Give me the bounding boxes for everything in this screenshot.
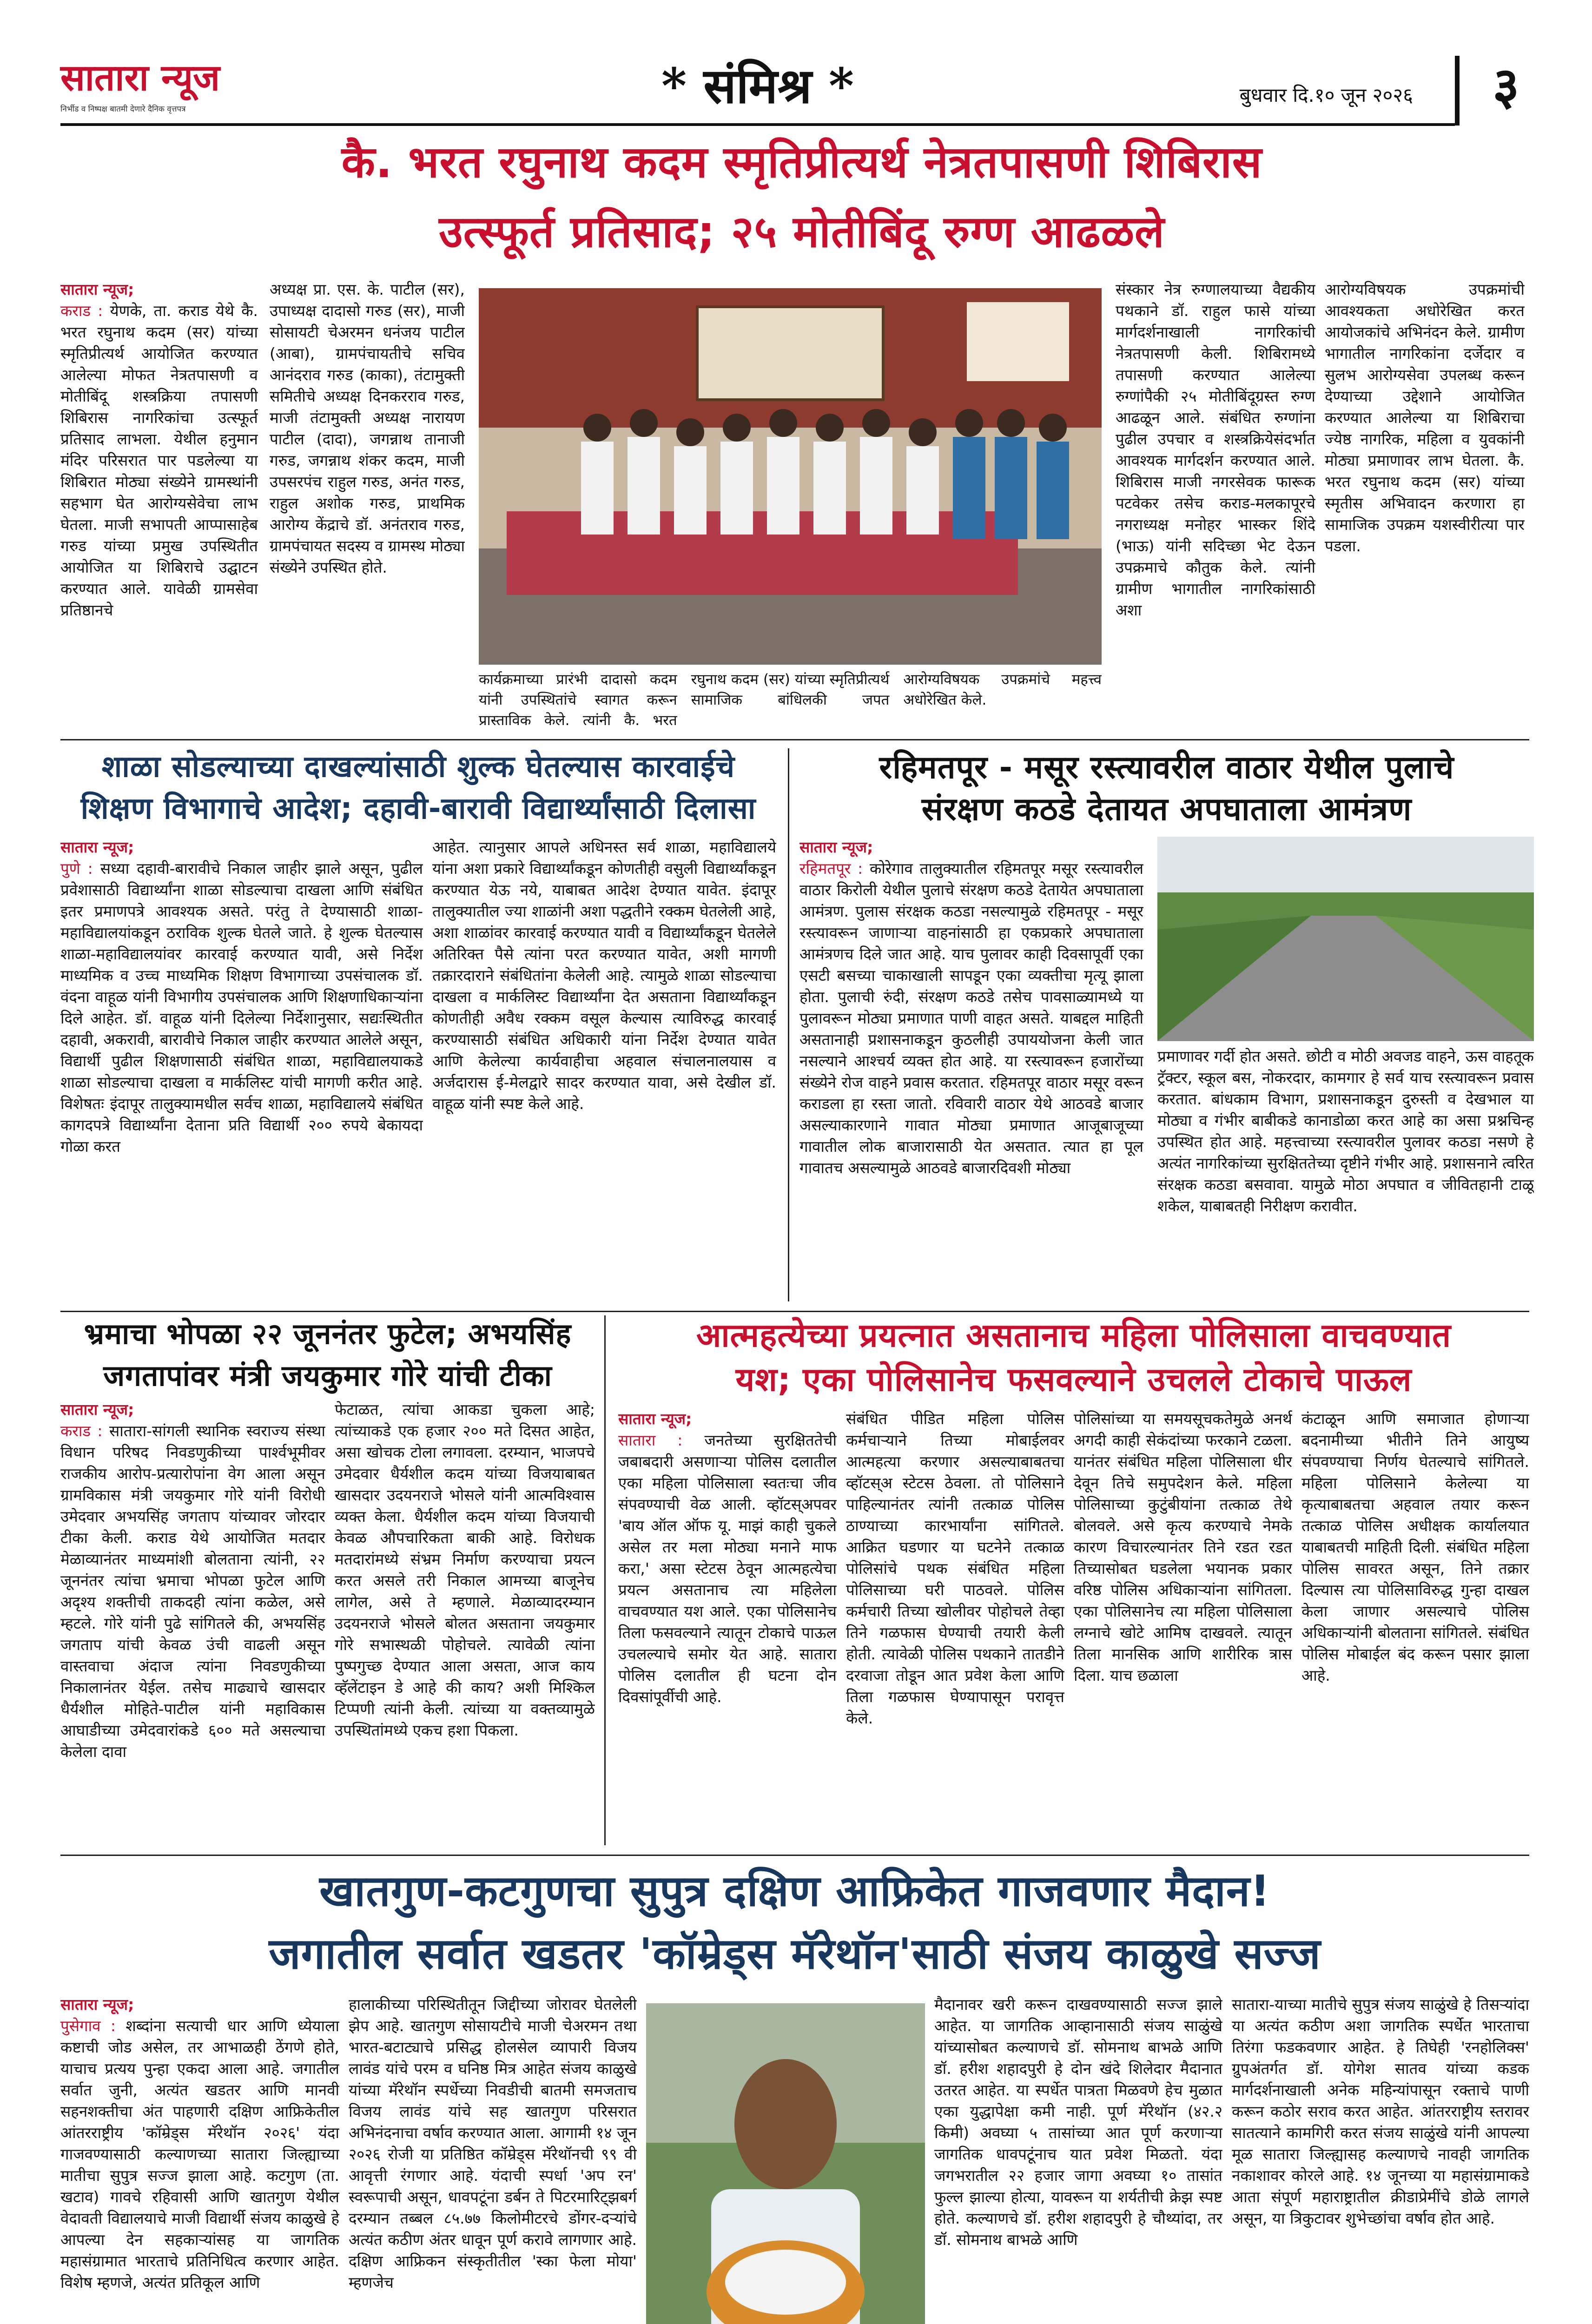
column-divider	[788, 748, 789, 1301]
runner-illustration	[646, 2003, 925, 2324]
marathon-col-5	[1232, 1994, 1529, 2324]
article-text: पोलिसांच्या या समयसूचकतेमुळे अनर्थ अगदी काही सेकंदांच्या फरकाने टळला. यानंतर संबंधित महिला पोलिसाला धीर देवून तिचे समुपदेशन केले. महिला पोलिसाच्या कुटुंबीयांना तत्काळ तेथे बोलवले. असे कृत्य करण्याचे नेमके कारण विचारल्यानंतर तिने रडत रडत तिच्यासोबत घडलेला भयानक प्रकार वरिष्ठ पोलिस अधिकाऱ्यांना सांगितला. एका पोलिसानेच त्या महिला पोलिसाला लग्नाचे खोटे आमिष दाखवले. त्यातून तिला मानसिक आणि शारीरिक त्रास दिला. याच छळाला	[1074, 1410, 1292, 1684]
section-rule	[60, 1311, 1529, 1312]
place-label: कराड :	[60, 1422, 103, 1440]
marathon-col-1	[60, 1994, 339, 2324]
marathon-headline-2: जगातील सर्वात खडतर 'कॉम्रेड्स मॅरेथॉन'साठी संजय काळुखे सज्ज	[269, 1929, 1321, 1979]
article-text: प्रमाणावर गर्दी होत असते. छोटी व मोठी अवजड वाहने, ऊस वाहतूक ट्रॅक्टर, स्कूल बस, नोकरदार, कामगार हे सर्व याच रस्त्यावरून प्रवास करतात. बांधकाम विभाग, प्रशासनाकडून दुरुस्ती व देखभाल या मोठ्या व गंभीर बाबीकडे कानाडोळा करत आहे का असा प्रश्नचिन्ह उपस्थित होत आहे. महत्त्वाच्या रस्त्यावरील पुलावर कठडा नसणे हे अत्यंत नागरिकांच्या सुरक्षिततेच्या दृष्टीने गंभीर आहे. प्रशासनाने त्वरित संरक्षक कठडा बसवावा. यामुळे मोठा अपघात व जीवितहानी टाळू शकेल, याबाबतही निरीक्षण करावीत.	[1157, 1047, 1534, 1215]
police-headline-1: आत्महत्येच्या प्रयत्नात असतानाच महिला पोलिसाला वाचवण्यात	[696, 1316, 1452, 1354]
article-text: आहेत. त्यानुसार आपले अधिनस्त सर्व शाळा, महाविद्यालये यांना अशा प्रकारे विद्यार्थ्यांकडून कोणतीही वसुली विद्यार्थ्यांकडून करण्यात येऊ नये, याबाबत आदेश देण्यात यावेत. इंदापूर तालुक्यातील ज्या शाळांनी अशा पद्धतीने रक्कम घेतलेली आहे, अशा शाळांवर कारवाई करण्यात यावी व विद्यार्थ्यांकडून घेतलेले अतिरिक्त पैसे त्यांना परत करण्यात यावेत, अशी मागणी तक्रारदाराने संबंधितांना केलेली आहे. त्यामुळे शाळा सोडल्याचा दाखला व मार्कलिस्ट विद्यार्थ्यांना देत असताना विद्यार्थ्यांकडून कोणतीही अवैध रक्कम वसूल केल्यास त्याविरुद्ध कारवाई करण्यासाठी संबंधित अधिकारी यांना निर्देश देण्यात यावेत आणि केलेल्या कार्यवाहीचा अहवाल संचालनालयास व अर्जदारास ई-मेलद्वारे सादर करण्यात यावा, असे देखील डॉ. वाहूळ यांनी स्पष्ट केले आहे.	[432, 838, 776, 1113]
eye-camp-col-1	[60, 279, 258, 730]
politics-headline-1: भ्रमाचा भोपळा २२ जूननंतर फुटेल; अभयसिंह	[84, 1317, 572, 1351]
marathon-headline-1: खातगुण-कटगुणचा सुपुत्र दक्षिण आफ्रिकेत गाजवणार मैदान!	[319, 1866, 1270, 1916]
page-number: ३	[1493, 56, 1519, 116]
article-text: आरोग्यविषयक उपक्रमांची आवश्यकता अधोरेखित करत आयोजकांचे अभिनंदन केले. ग्रामीण भागातील नागरिकांना दर्जेदार व सुलभ आरोग्यसेवा उपलब्ध करून देण्याच्या उद्देशाने आयोजित करण्यात आलेल्या या शिबिराचा ज्येष्ठ नागरिक, महिला व युवकांनी मोठ्या प्रमाणावर लाभ घेतला. कै. भरत रघुनाथ कदम (सर) यांच्या स्मृतीस अभिवादन करणारा हा सामाजिक उपक्रम यशस्वीरीत्या पार पडला.	[1325, 280, 1525, 555]
dateline: सातारा न्यूज;	[60, 1995, 134, 2014]
place-label: रहिमतपूर :	[799, 859, 863, 878]
politics-headline-2: जगतापांवर मंत्री जयकुमार गोरे यांची टीका	[103, 1359, 552, 1393]
dateline: सातारा न्यूज;	[618, 1410, 692, 1428]
police-col-3	[1074, 1408, 1292, 1845]
bridge-col-2	[1157, 1046, 1534, 1301]
eye-camp-headline-1: कै. भरत रघुनाथ कदम स्मृतिप्रीत्यर्थ नेत्रतपासणी शिबिरास	[341, 137, 1262, 188]
header-divider	[1455, 56, 1460, 125]
article-text: अध्यक्ष प्रा. एस. के. पाटील (सर), उपाध्यक्ष दादासो गरुड (सर), माजी सोसायटी चेअरमन धनंजय पाटील (आबा), ग्रामपंचायतीचे सचिव आनंदराव गरुड (काका), तंटामुक्ती समितीचे अध्यक्ष दिनकरराव गरुड, माजी तंटामुक्ती अध्यक्ष नारायण पाटील (दादा), जगन्नाथ तानाजी गरुड, जगन्नाथ शंकर कदम, माजी उपसरपंच राहुल गरुड, अनंत गरुड, राहुल अशोक गरुड, प्राथमिक आरोग्य केंद्राचे डॉ. अनंतराव गरुड, ग्रामपंचायत सदस्य व ग्रामस्थ मोठ्या संख्येने उपस्थित होते.	[270, 280, 465, 576]
section-rule	[60, 739, 1529, 740]
place-label: सातारा :	[618, 1431, 683, 1449]
dateline: सातारा न्यूज;	[60, 1400, 134, 1419]
place-label: कराड :	[60, 302, 103, 320]
article-text: मैदानावर खरी करून दाखवण्यासाठी सज्ज झाले आहेत. या जागतिक आव्हानासाठी संजय साळुंखे यांच्यासोबत कल्याणचे डॉ. सोमनाथ बाभळे आणि डॉ. हरीश शहादपुरी हे दोन खंदे शिलेदार मैदानात उतरत आहेत. या स्पर्धेत पात्रता मिळवणे हेच मुळात एका युद्धापेक्षा कमी नाही. पूर्ण मॅरेथॉन (४२.२ किमी) अवघ्या ५ तासांच्या आत पूर्ण करणाऱ्या जागतिक धावपटूंनाच यात प्रवेश मिळतो. यंदा जगभरातील २२ हजार जागा अवघ्या १० तासांत फुल्ल झाल्या होत्या, यावरून या शर्यतीची क्रेझ स्पष्ट होते. कल्याणचे डॉ. हरीश शहादपुरी हे चौथ्यांदा, तर डॉ. सोमनाथ बाभळे आणि	[934, 1995, 1222, 2249]
place-label: पुणे :	[60, 859, 93, 878]
masthead-rule	[60, 123, 1455, 126]
dateline: सातारा न्यूज;	[60, 280, 134, 298]
article-text: जनतेच्या सुरक्षिततेची जबाबदारी असणाऱ्या पोलिस दलातील एका महिला पोलिसाला स्वतःचा जीव संपवण्याची वेळ आली. व्हॉटस्अपवर 'बाय ऑल ऑफ यू. माझं काही चुकले असेल तर मला मोठ्या मनाने माफ करा,' असा स्टेटस ठेवून आत्महत्येचा प्रयत्न असतानाच त्या महिलेला वाचवण्यात यश आले. एका पोलिसानेच तिला फसवल्याने त्यातून टोकाचे पाऊल उचलल्याचे समोर येत आहे. सातारा पोलिस दलातील ही घटना दोन दिवसांपूर्वीची आहे.	[618, 1431, 837, 1706]
politics-col-1	[60, 1399, 325, 1845]
article-text: शब्दांना सत्याची धार आणि ध्येयाला कष्टाची जोड असेल, तर आभाळही ठेंगणे होते, याचाच प्रत्यय पुन्हा एकदा आला आहे. जगातील सर्वात जुनी, अत्यंत खडतर आणि मानवी सहनशक्तीचा अंत पाहणारी दक्षिण आफ्रिकेतील आंतरराष्ट्रीय 'कॉम्रेड्स मॅरेथॉन २०२६' यंदा गाजवण्यासाठी कल्याणच्या सातारा जिल्ह्याच्या मातीचा सुपुत्र सज्ज झाला आहे. कटगुण (ता. खटाव) गावचे रहिवासी आणि खातगुण येथील वेदावती विद्यालयाचे माजी विद्यार्थी संजय काळुखे हे आपल्या देन सहकाऱ्यांसह या जागतिक महासंग्रामात भारताचे प्रतिनिधित्व करणार आहेत. विशेष म्हणजे, अत्यंत प्रतिकूल आणि	[60, 2017, 339, 2291]
article-text: संबंधित पीडित महिला पोलिस कर्मचाऱ्याने तिच्या मोबाईलवर आत्महत्या करणार असल्याबाबतचा व्हॉटस्अ स्टेटस ठेवला. तो पोलिसाने पाहिल्यानंतर त्यांनी तत्काळ पोलिस ठाण्याच्या कारभार्यांना सांगितले. आक्रित घडणार या घटनेने तत्काळ पोलिसांचे पथक संबंधित महिला पोलिसाच्या घरी पाठवले. पोलिस कर्मचारी तिच्या खोलीवर पोहोचले तेव्हा तिने गळफास घेण्याची तयारी केली होती. त्यावेळी पोलिस पथकाने तातडीने दरवाजा तोडून आत प्रवेश केला आणि तिला गळफास घेण्यापासून परावृत्त केले.	[846, 1410, 1064, 1727]
article-text: सध्या दहावी-बारावीचे निकाल जाहीर झाले असून, पुढील प्रवेशासाठी विद्यार्थ्यांना शाळा सोडल्याचा दाखला आणि संबंधित इतर प्रमाणपत्रे आवश्यक असते. परंतु ते देण्यासाठी शाळा-महाविद्यालयांकडून ठराविक शुल्क घेतले जाते. हे शुल्क घेतल्यास शाळा-महाविद्यालयांवर कारवाई करण्यात यावी, असे निर्देश माध्यमिक व उच्च माध्यमिक शिक्षण विभागाच्या उपसंचालक डॉ. वंदना वाहूळ यांनी विभागीय उपसंचालक आणि शिक्षणाधिकाऱ्यांना दिले आहेत. डॉ. वाहूळ यांनी दिलेल्या निर्देशानुसार, सद्यःस्थितीत दहावी, अकरावी, बारावीचे निकाल जाहीर करण्यात आलेले असून, विद्यार्थी पुढील शिक्षणासाठी संबंधित शाळा, महाविद्यालयाकडे शाळा सोडल्याचा दाखला व मार्कलिस्ट यांची मागणी करीत आहे. विशेषतः इंदापूर तालुक्यामधील सर्वच शाळा, महाविद्यालये संबंधित कागदपत्रे विद्यार्थ्यांना देताना प्रति विद्यार्थी २०० रुपये बेकायदा गोळा करत	[60, 859, 423, 1155]
marathon-col-2	[349, 1994, 637, 2324]
road-illustration	[1157, 837, 1534, 1041]
newspaper-logo	[60, 55, 246, 125]
logo-text: सातारा न्यूज	[60, 57, 220, 99]
marathon-col-4	[934, 1994, 1222, 2324]
school-fees-headline-1: शाळा सोडल्याच्या दाखल्यांसाठी शुल्क घेतल्यास कारवाईचे	[101, 750, 735, 784]
dateline: सातारा न्यूज;	[60, 838, 134, 856]
article-text: सातारा-सांगली स्थानिक स्वराज्य संस्था विधान परिषद निवडणुकीच्या पार्श्वभूमीवर राजकीय आरोप-प्रत्यारोपांना वेग आला असून ग्रामविकास मंत्री जयकुमार गोरे यांनी विरोधी उमेदवार अभयसिंह जगताप यांच्यावर जोरदार टीका केली. कराड येथे आयोजित मतदार मेळाव्यानंतर माध्यमांशी बोलताना त्यांनी, २२ जूननंतर त्यांचा भ्रमाचा भोपळा फुटेल आणि अदृश्य शक्तीची ताकदही त्यांना कळेल, असे म्हटले. गोरे यांनी पुढे सांगितले की, अभयसिंह जगताप यांची केवळ उंची वाढली असून वास्तवाचा अंदाज त्यांना निवडणुकीच्या निकालानंतर येईल. तसेच माढ्याचे खासदार धैर्यशील मोहिते-पाटील यांनी महाविकास आघाडीच्या उमेदवारांकडे ६०० मते असल्याचा केलेला दावा	[60, 1422, 325, 1761]
police-col-4	[1301, 1408, 1529, 1845]
article-text: येणके, ता. कराड येथे कै. भरत रघुनाथ कदम (सर) यांच्या स्मृतिप्रीत्यर्थ आयोजित करण्यात आलेल्या मोफत नेत्रतपासणी व मोतीबिंदू शस्त्रक्रिया तपासणी शिबिरास नागरिकांचा उत्स्फूर्त प्रतिसाद लाभला. येथील हनुमान मंदिर परिसरात पार पडलेल्या या शिबिरात मोठ्या संख्येने ग्रामस्थांनी सहभाग घेत आरोग्यसेवेचा लाभ घेतला. माजी सभापती आप्पासाहेब गरुड यांच्या प्रमुख उपस्थितीत आयोजित या शिबिराचे उद्घाटन करण्यात आले. यावेळी ग्रामसेवा प्रतिष्ठानचे	[60, 302, 258, 619]
group-photo-illustration	[479, 288, 1102, 665]
article-text: कोरेगाव तालुक्यातील रहिमतपूर मसूर रस्त्यावरील वाठार किरोली येथील पुलाचे संरक्षण कठडे देतायेत अपघाताला आमंत्रण. पुलास संरक्षक कठडा नसल्यामुळे रहिमतपूर - मसूर रस्त्यावरून जाणाऱ्या वाहनांसाठी हा एकप्रकारे अपघाताला आमंत्रणच दिले जात आहे. याच पुलावर काही दिवसापूर्वी एका एसटी बसच्या चाकाखाली सापडून एका व्यक्तीचा मृत्यू झाला होता. पुलाची रुंदी, संरक्षण कठडे तसेच पावसाळ्यामध्ये या पुलावरून मोठ्या प्रमाणात पाणी वाहत असते. याबद्दल माहिती असतानाही प्रशासनाकडून कुठलीही उपाययोजना केली जात नसल्याने आश्चर्य व्यक्त होत आहे. या रस्त्यावरून हजारोंच्या संख्येने रोज वाहने प्रवास करतात. रहिमतपूर वाठार मसूर वरून कराडला हा रस्ता जातो. रविवारी वाठार येथे आठवडे बाजार असल्याकारणाने गावात मोठ्या प्रमाणात आजूबाजूच्या गावातील लोक बाजारासाठी येत असतात. त्यात हा पूल गावातच असल्यामुळे आठवडे बाजारदिवशी मोठ्या	[799, 859, 1143, 1177]
bridge-col-1	[799, 837, 1143, 1301]
school-fees-col-2	[432, 837, 776, 1301]
runner-photo	[646, 2003, 925, 2324]
politics-col-2	[335, 1399, 595, 1845]
bridge-headline-2: संरक्षण कठडे देतायत अपघाताला आमंत्रण	[921, 791, 1412, 828]
bridge-headline-1: रहिमतपूर - मसूर रस्त्यावरील वाठार येथील पुलाचे	[879, 749, 1454, 786]
school-fees-headline-2: शिक्षण विभागाचे आदेश; दहावी-बारावी विद्यार्थ्यांसाठी दिलासा	[80, 792, 756, 826]
logo-tagline: निर्भीड व निष्पक्ष बातमी देणारे दैनिक वृत्तपत्र	[60, 105, 186, 114]
article-text: फेटाळत, त्यांचा आकडा चुकला आहे; त्यांच्याकडे एक हजार २०० मते दिसत आहेत, असा खोचक टोला लगावला. दरम्यान, भाजपचे उमेदवार धैर्यशील कदम यांच्या विजयाबाबत खासदार उदयनराजे भोसले यांनी आत्मविश्वास व्यक्त केला. धैर्यशील कदम यांच्या विजयाची केवळ औपचारिकता बाकी आहे. विरोधक मतदारांमध्ये संभ्रम निर्माण करण्याचा प्रयत्न करत असले तरी निकाल आमच्या बाजूनेच लागेल, असे ते म्हणाले. मेळाव्यादरम्यान उदयनराजे भोसले बोलत असताना जयकुमार गोरे सभास्थळी पोहोचले. त्यावेळी त्यांना पुष्पगुच्छ देण्यात आला असता, आज काय व्हॅलेंटाइन डे आहे की काय? अशी मिश्किल टिप्पणी त्यांनी केली. त्यांच्या या वक्तव्यामुळे उपस्थितांमध्ये एकच हशा पिकला.	[335, 1400, 595, 1739]
eye-camp-col-2	[270, 279, 465, 730]
eye-camp-photo	[479, 288, 1102, 665]
column-divider	[604, 1315, 606, 1845]
eye-camp-col-4	[1116, 279, 1315, 730]
bridge-road-photo	[1157, 837, 1534, 1041]
police-col-1	[618, 1408, 837, 1845]
police-col-2	[846, 1408, 1064, 1845]
eye-camp-headline-2: उत्स्फूर्त प्रतिसाद; २५ मोतीबिंदू रुग्ण आढळले	[439, 207, 1165, 257]
dateline: सातारा न्यूज;	[799, 838, 873, 856]
school-fees-col-1	[60, 837, 423, 1301]
eye-camp-photo-caption: कार्यक्रमाच्या प्रारंभी दादासो कदम यांनी उपस्थितांचे स्वागत करून प्रास्ताविक केले. त्यांनी कै. भरत रघुनाथ कदम (सर) यांच्या स्मृतिप्रीत्यर्थ सामाजिक बांधिलकी जपत आरोग्यविषयक उपक्रमांचे महत्त्व अधोरेखित केले.	[479, 671, 1102, 729]
issue-date: बुधवार दि.१० जून २०२६	[1239, 84, 1413, 106]
police-headline-2: यश; एका पोलिसानेच फसवल्याने उचलले टोकाचे पाऊल	[735, 1360, 1412, 1399]
article-text: संस्कार नेत्र रुग्णालयाच्या वैद्यकीय पथकाने डॉ. राहुल फासे यांच्या मार्गदर्शनाखाली नागरिकांची नेत्रतपासणी केली. शिबिरामध्ये तपासणी करण्यात आलेल्या रुग्णांपैकी २५ मोतीबिंदूग्रस्त रुग्ण आढळून आले. संबंधित रुग्णांना पुढील उपचार व शस्त्रक्रियेसंदर्भात आवश्यक मार्गदर्शन करण्यात आले. शिबिरास माजी नगरसेवक फारूक पटवेकर तसेच कराड-मलकापूरचे नगराध्यक्ष मनोहर भास्कर शिंदे (भाऊ) यांनी सदिच्छा भेट देऊन उपक्रमाचे कौतुक केले. त्यांनी ग्रामीण भागातील नागरिकांसाठी अशा	[1116, 280, 1315, 619]
place-label: पुसेगाव :	[60, 2017, 116, 2035]
article-text: कंटाळून आणि समाजात होणाऱ्या बदनामीच्या भीतीने तिने आयुष्य संपवण्याचा निर्णय घेतल्याचे सांगितले. महिला पोलिसाने केलेल्या या कृत्याबाबतचा अहवाल तयार करून तत्काळ पोलिस अधीक्षक कार्यालयात याबाबतची माहिती दिली. संबंधित महिला पोलिस सावरत असून, तिने तक्रार दिल्यास त्या पोलिसाविरुद्ध गुन्हा दाखल केला जाणार असल्याचे पोलिस अधिकाऱ्यांनी बोलताना सांगितले. संबंधित पोलिस मोबाईल बंद करून पसार झाला आहे.	[1301, 1410, 1529, 1684]
section-rule	[60, 1855, 1529, 1856]
article-text: सातारा-याच्या मातीचे सुपुत्र संजय साळुंखे हे तिसऱ्यांदा या अत्यंत कठीण अशा जागतिक स्पर्धेत भारताचा तिरंगा फडकवणार आहेत. हे तिघेही 'रनहोलिक्स' ग्रुपअंतर्गत डॉ. योगेश सातव यांच्या कडक मार्गदर्शनाखाली अनेक महिन्यांपासून रक्ताचे पाणी करून कठोर सराव करत आहेत. आंतरराष्ट्रीय स्तरावर सातत्याने कामगिरी करत संजय साळुंखे यांनी आपल्या मूळ सातारा जिल्ह्यासह कल्याणचे नावही जागतिक नकाशावर कोरले आहे. १४ जूनच्या या महासंग्रामाकडे आता संपूर्ण महाराष्ट्रातील क्रीडाप्रेमींचे डोळे लागले असून, या त्रिकुटावर शुभेच्छांचा वर्षाव होत आहे.	[1232, 1995, 1529, 2227]
article-text: हालाकीच्या परिस्थितीतून जिद्दीच्या जोरावर घेतलेली झेप आहे. खातगुण सोसायटीचे माजी चेअरमन तथा भारत-बटाट्याचे प्रसिद्ध होलसेल व्यापारी विजय लावंड यांचे परम व घनिष्ठ मित्र आहेत संजय काळुखे यांच्या मॅरेथॉन स्पर्धेच्या निवडीची बातमी समजताच विजय लावंड यांचे सह खातगुण परिसरात अभिनंदनाचा वर्षाव करण्यात आला. आगामी १४ जून २०२६ रोजी या प्रतिष्ठित कॉम्रेड्स मॅरेथॉनची ९९ वी आवृत्ती रंगणार आहे. यंदाची स्पर्धा 'अप रन' स्वरूपाची असून, धावपटूंना डर्बन ते पिटरमारिट्झबर्ग दरम्यान तब्बल ८५.७७ किलोमीटरचे डोंगर-दऱ्यांचे अत्यंत कठीण अंतर धावून पूर्ण करावे लागणार आहे. दक्षिण आफ्रिकन संस्कृतीतील 'स्का फेला मोया' म्हणजेच	[349, 1995, 637, 2291]
eye-camp-col-5	[1325, 279, 1525, 730]
section-title: * संमिश्र *	[661, 57, 854, 114]
